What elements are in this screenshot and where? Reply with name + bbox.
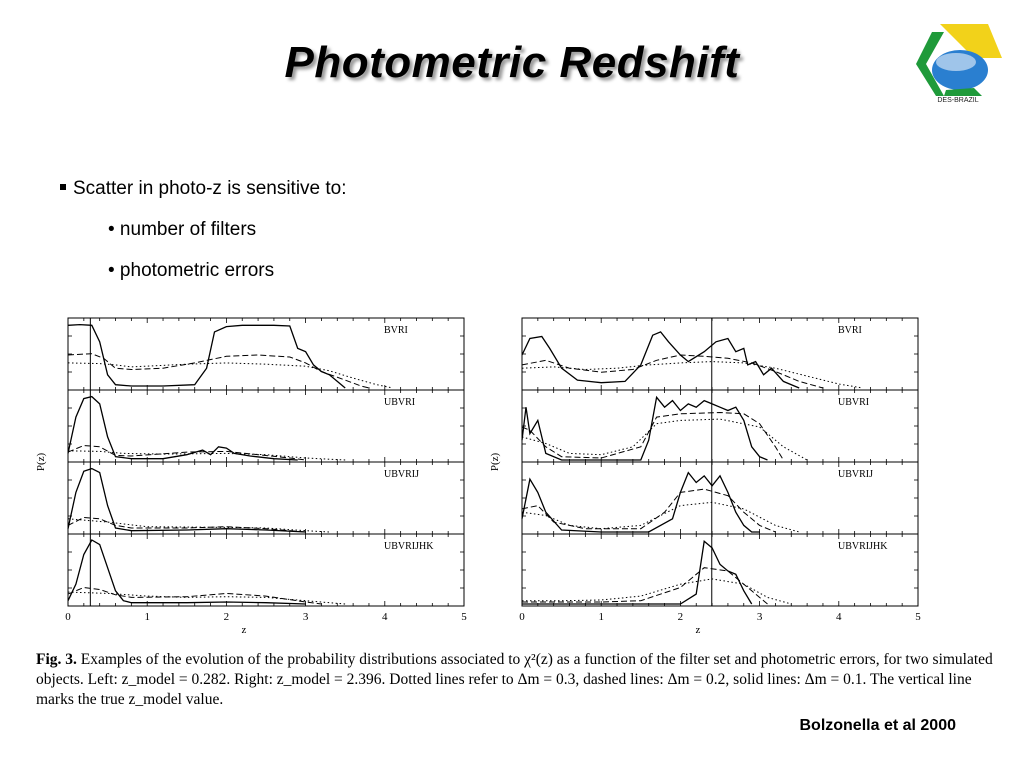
figure-panel-right bbox=[484, 310, 954, 640]
y-axis-label: P(z) bbox=[35, 452, 47, 472]
sub-bullet-errors: • photometric errors bbox=[108, 260, 275, 281]
filter-set-label: UBVRIJHK bbox=[384, 541, 434, 552]
x-tick-label: 3 bbox=[756, 611, 763, 623]
x-axis-label: z bbox=[241, 624, 247, 636]
slide-title: Photometric Redshift bbox=[284, 38, 740, 87]
series-line-dashed bbox=[68, 588, 321, 605]
series-line-dashed bbox=[68, 354, 369, 388]
filter-set-label: UBVRI bbox=[838, 397, 870, 408]
figure-caption bbox=[36, 650, 1010, 710]
series-line-solid bbox=[68, 325, 345, 388]
figure-panel-left bbox=[30, 310, 500, 640]
series-line-solid bbox=[522, 397, 768, 460]
des-brazil-logo-icon bbox=[912, 20, 1004, 108]
filter-set-label: UBVRIJHK bbox=[838, 541, 888, 552]
caption-fig-label: Fig. 3. bbox=[36, 651, 77, 668]
logo-green-base bbox=[944, 88, 982, 96]
filter-set-label: UBVRI bbox=[384, 397, 416, 408]
series-line-solid bbox=[68, 540, 306, 604]
square-bullet-icon bbox=[60, 184, 66, 190]
logo-globe-highlight bbox=[936, 53, 976, 71]
series-line-solid bbox=[68, 397, 298, 460]
x-tick-label: 5 bbox=[915, 611, 921, 623]
citation-credit: Bolzonella et al 2000 bbox=[799, 717, 956, 734]
x-tick-label: 2 bbox=[677, 611, 684, 623]
filter-set-label: UBVRIJ bbox=[838, 469, 874, 480]
x-tick-label: 0 bbox=[65, 611, 71, 623]
x-tick-label: 4 bbox=[382, 611, 388, 623]
series-line-solid bbox=[68, 469, 306, 532]
series-line-dotted bbox=[522, 502, 799, 532]
series-line-dotted bbox=[522, 362, 863, 388]
logo-label: DES-BRAZIL bbox=[937, 97, 979, 104]
filter-set-label: BVRI bbox=[384, 325, 408, 336]
bullet-main-text: Scatter in photo-z is sensitive to: bbox=[73, 178, 347, 199]
x-axis-label: z bbox=[695, 624, 701, 636]
series-line-dotted bbox=[522, 419, 807, 460]
sub-bullet-filters: • number of filters bbox=[108, 219, 257, 240]
pz-chart-left bbox=[30, 310, 500, 640]
series-line-dashed bbox=[522, 355, 823, 388]
caption-text: Examples of the evolution of the probability distributions associated to χ²(z) as a function of the filter set and photometric errors, for two simulated objects. Left: z_model = 0.282. Right: z_model = 2.396. Dotted lines refer to Δm = 0.3, dashed lines: Δm = 0.2, solid lines: Δm = 0.1. The vertical line marks the true z_model value. bbox=[36, 651, 993, 708]
x-tick-label: 0 bbox=[519, 611, 525, 623]
x-tick-label: 1 bbox=[598, 611, 604, 623]
x-tick-label: 5 bbox=[461, 611, 467, 623]
series-line-dashed bbox=[522, 489, 775, 532]
bullet-main bbox=[60, 178, 347, 200]
x-tick-label: 1 bbox=[144, 611, 150, 623]
series-line-solid bbox=[522, 473, 760, 532]
series-line-dashed bbox=[522, 568, 768, 604]
x-tick-label: 3 bbox=[302, 611, 309, 623]
series-line-solid bbox=[522, 541, 752, 604]
filter-set-label: UBVRIJ bbox=[384, 469, 420, 480]
series-line-solid bbox=[522, 332, 799, 388]
pz-chart-right bbox=[484, 310, 954, 640]
x-tick-label: 4 bbox=[836, 611, 842, 623]
x-tick-label: 2 bbox=[223, 611, 230, 623]
filter-set-label: BVRI bbox=[838, 325, 862, 336]
series-line-dotted bbox=[522, 579, 791, 604]
y-axis-label: P(z) bbox=[489, 452, 501, 472]
